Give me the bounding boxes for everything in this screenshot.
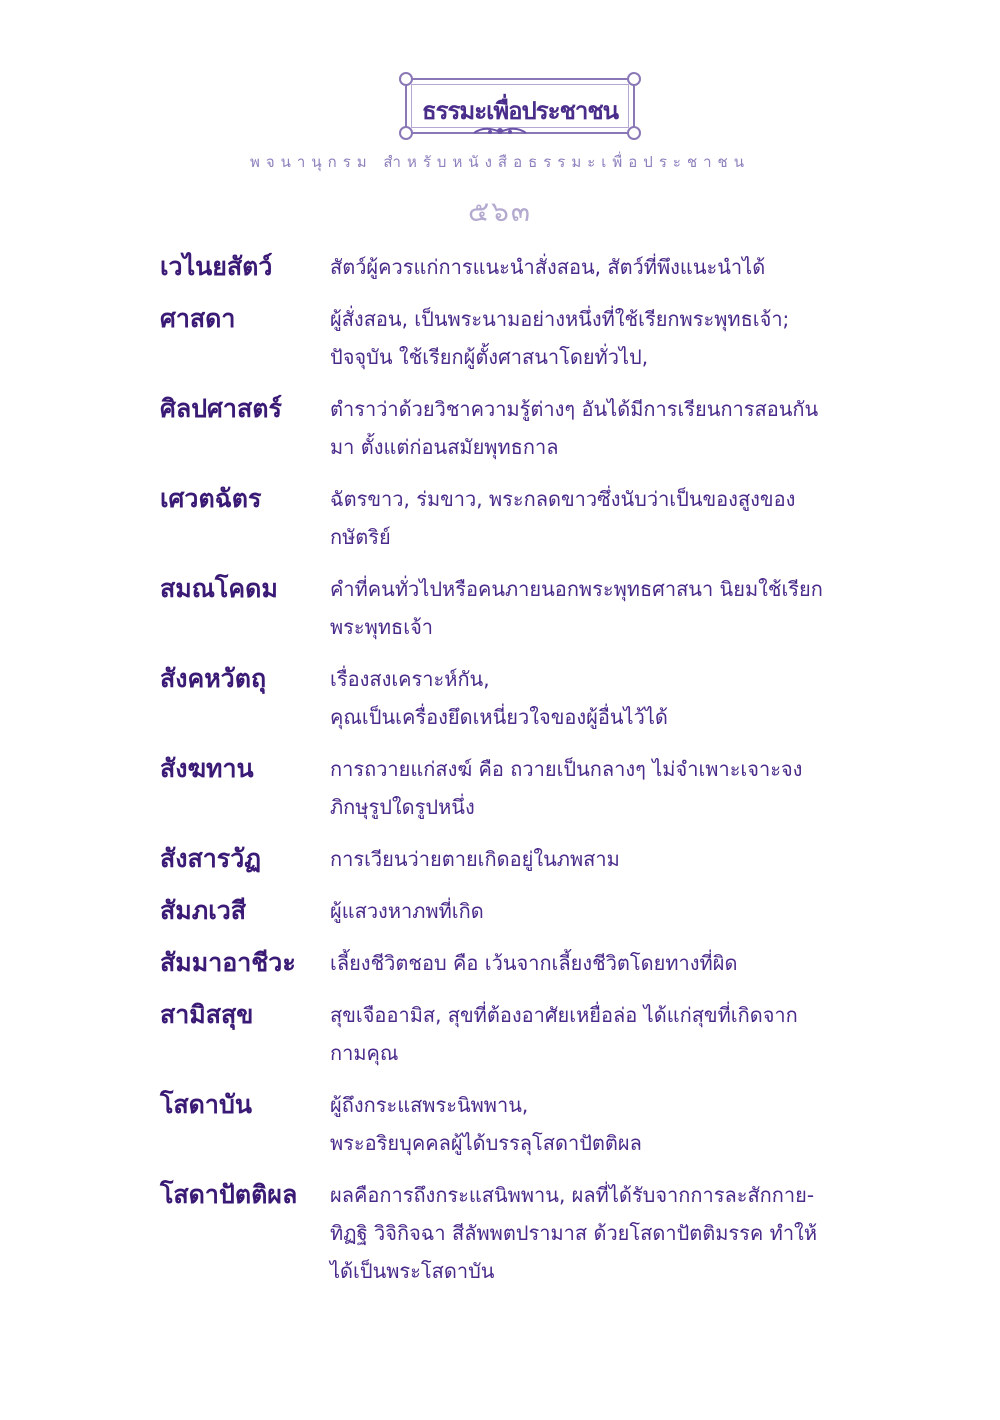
entry-definition xyxy=(330,300,880,376)
glossary-entry xyxy=(160,660,880,736)
logo-corner-ornament xyxy=(399,72,413,86)
entry-definition xyxy=(330,248,880,286)
entry-definition xyxy=(330,570,880,646)
glossary-entry xyxy=(160,944,880,982)
entry-definition xyxy=(330,840,880,878)
dictionary-subtitle: พจนานุกรม สำหรับหนังสือธรรมะเพื่อประชาชน xyxy=(250,153,750,171)
entry-definition xyxy=(330,996,880,1072)
definition-line: พระพุทธเจ้า xyxy=(330,615,434,639)
definition-line: คำที่คนทั่วไปหรือคนภายนอกพระพุทธศาสนา นิยมใช้เรียก xyxy=(330,577,823,601)
entry-term: โสดาบัน xyxy=(160,1090,252,1119)
definition-line: ได้เป็นพระโสดาบัน xyxy=(330,1259,495,1283)
entry-definition xyxy=(330,892,880,930)
definition-line: ผู้ถึงกระแสพระนิพพาน, xyxy=(330,1093,529,1117)
entry-definition xyxy=(330,1176,880,1290)
definition-line: เรื่องสงเคราะห์กัน, xyxy=(330,667,490,691)
logo-corner-ornament xyxy=(627,72,641,86)
definition-line: ผลคือการถึงกระแสนิพพาน, ผลที่ได้รับจากการละสักกาย- xyxy=(330,1183,815,1207)
definition-line: ผู้แสวงหาภพที่เกิด xyxy=(330,899,484,923)
definition-line: พระอริยบุคคลผู้ได้บรรลุโสดาปัตติผล xyxy=(330,1131,642,1155)
glossary-entry xyxy=(160,750,880,826)
entry-term: สัมภเวสี xyxy=(160,896,247,925)
entry-term: สัมมาอาชีวะ xyxy=(160,948,296,977)
glossary-entry xyxy=(160,390,880,466)
definition-line: กามคุณ xyxy=(330,1041,399,1065)
definition-line: มา ตั้งแต่ก่อนสมัยพุทธกาล xyxy=(330,435,559,459)
entry-term: ศาสดา xyxy=(160,304,236,333)
glossary-entries xyxy=(160,248,880,1304)
glossary-entry xyxy=(160,480,880,556)
glossary-entry xyxy=(160,300,880,376)
definition-line: กษัตริย์ xyxy=(330,525,391,549)
entry-term: เวไนยสัตว์ xyxy=(160,252,273,281)
definition-line: การถวายแก่สงฆ์ คือ ถวายเป็นกลางๆ ไม่จำเพาะเจาะจง xyxy=(330,757,803,781)
entry-definition xyxy=(330,750,880,826)
glossary-entry xyxy=(160,248,880,286)
glossary-entry xyxy=(160,996,880,1072)
definition-line: เลี้ยงชีวิตชอบ คือ เว้นจากเลี้ยงชีวิตโดยทางที่ผิด xyxy=(330,951,738,975)
entry-term: สังสารวัฏ xyxy=(160,844,262,873)
definition-line: ตำราว่าด้วยวิชาความรู้ต่างๆ อันได้มีการเรียนการสอนกัน xyxy=(330,397,819,421)
definition-line: ปัจจุบัน ใช้เรียกผู้ตั้งศาสนาโดยทั่วไป, xyxy=(330,345,649,369)
definition-line: การเวียนว่ายตายเกิดอยู่ในภพสาม xyxy=(330,847,620,871)
entry-term: ศิลปศาสตร์ xyxy=(160,394,282,423)
entry-term: สังคหวัตถุ xyxy=(160,664,267,693)
definition-line: สุขเจืออามิส, สุขที่ต้องอาศัยเหยื่อล่อ ได้แก่สุขที่เกิดจาก xyxy=(330,1003,798,1027)
glossary-entry xyxy=(160,570,880,646)
entry-term: สามิสสุข xyxy=(160,1000,254,1029)
entry-definition xyxy=(330,390,880,466)
entry-term: โสดาปัตติผล xyxy=(160,1180,298,1209)
entry-definition xyxy=(330,480,880,556)
glossary-entry xyxy=(160,1176,880,1290)
entry-definition xyxy=(330,1086,880,1162)
definition-line: ฉัตรขาว, ร่มขาว, พระกลดขาวซึ่งนับว่าเป็นของสูงของ xyxy=(330,487,796,511)
floral-ornament-icon xyxy=(470,123,530,139)
entry-definition xyxy=(330,944,880,982)
page-number: ๕๖๓ xyxy=(467,195,533,228)
entry-definition xyxy=(330,660,880,736)
glossary-entry xyxy=(160,892,880,930)
glossary-entry xyxy=(160,1086,880,1162)
definition-line: ภิกษุรูปใดรูปหนึ่ง xyxy=(330,795,475,819)
entry-term: สังฆทาน xyxy=(160,754,254,783)
definition-line: ทิฏฐิ วิจิกิจฉา สีลัพพตปรามาส ด้วยโสดาปัตติมรรค ทำให้ xyxy=(330,1221,818,1245)
definition-line: คุณเป็นเครื่องยึดเหนี่ยวใจของผู้อื่นไว้ได้ xyxy=(330,705,668,729)
entry-term: สมณโคดม xyxy=(160,574,278,603)
logo-text: ธรรมะเพื่อประชาชน xyxy=(421,96,619,125)
entry-term: เศวตฉัตร xyxy=(160,484,262,513)
definition-line: ผู้สั่งสอน, เป็นพระนามอย่างหนึ่งที่ใช้เรียกพระพุทธเจ้า; xyxy=(330,307,790,331)
definition-line: สัตว์ผู้ควรแก่การแนะนำสั่งสอน, สัตว์ที่พึงแนะนำได้ xyxy=(330,255,766,279)
glossary-entry xyxy=(160,840,880,878)
page-header xyxy=(0,0,1000,230)
